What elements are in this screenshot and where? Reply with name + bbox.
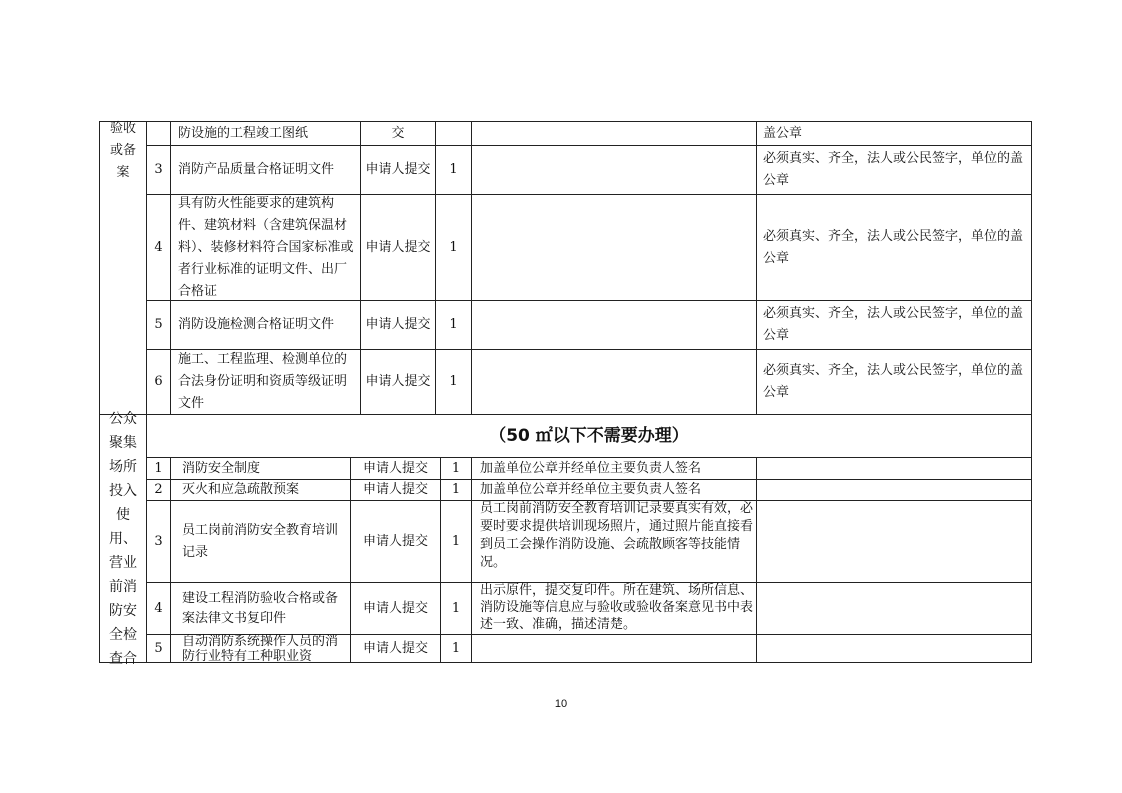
row-count: 1 [451,482,461,497]
row-requirement [476,122,752,145]
row-num: 5 [154,317,163,332]
row-source: 申请人提交 [362,460,428,476]
row-num: 3 [154,162,163,177]
row-count: 1 [449,162,458,177]
row-note: 必须真实、齐全，法人或公民签字，单位的盖公章 [763,228,1024,266]
row-count: 1 [451,600,461,616]
row-note [763,635,1028,662]
row-item: 员工岗前消防安全教育培训记录 [182,522,339,560]
row-num: 1 [154,460,163,476]
row-num [147,122,170,145]
col-divider [471,121,472,415]
table-border-right [1031,121,1032,663]
row-num: 3 [154,533,163,549]
col-divider [170,457,171,663]
row-count: 1 [449,374,458,389]
row-requirement: 加盖单位公章并经单位主要负责人签名 [480,482,702,497]
row-note: 必须真实、齐全，法人或公民签字，单位的盖公章 [763,306,1024,343]
row-note [763,480,1028,500]
row-source: 申请人提交 [365,374,431,389]
row-item: 消防安全制度 [182,460,261,476]
row-count: 1 [451,640,461,656]
row-note [763,501,1028,582]
row-count: 1 [449,239,458,255]
size-exemption-notice: （50 ㎡以下不需要办理） [489,426,689,446]
row-note [763,458,1028,479]
row-count [436,122,471,145]
row-note: 必须真实、齐全，法人或公民签字，单位的盖公章 [763,363,1024,400]
row-num: 2 [154,482,163,497]
row-num: 4 [154,600,163,616]
row-item: 消防设施检测合格证明文件 [178,317,335,332]
row-source: 申请人提交 [365,239,431,255]
row-item: 防设施的工程竣工图纸 [178,125,309,141]
row-source: 申请人提交 [362,640,428,656]
row-source: 申请人提交 [365,317,431,332]
row-item: 消防产品质量合格证明文件 [178,162,335,177]
col-divider [471,457,472,663]
col-divider [170,121,171,415]
row-item: 自动消防系统操作人员的消防行业特有工种职业资 [182,634,339,662]
table-border-bottom [99,662,1032,663]
row-num: 6 [154,374,163,389]
table-border-left [99,121,100,663]
row-requirement [476,350,752,414]
row-source: 申请人提交 [365,162,431,177]
row-requirement [480,635,754,662]
row-item: 施工、工程监理、检测单位的合法身份证明和资质等级证明文件 [178,352,348,411]
row-count: 1 [449,317,458,332]
col-divider [756,457,757,663]
category-cell-public-venue: 公众聚集场所投入使用、营业前消防安全检查合 [109,411,137,667]
row-item: 灭火和应急疏散预案 [182,482,300,497]
row-requirement [476,146,752,194]
row-item: 建设工程消防验收合格或备案法律文书复印件 [182,590,339,626]
row-source: 申请人提交 [362,533,428,549]
row-item: 具有防火性能要求的建筑构件、建筑材料（含建筑保温材料）、装修材料符合国家标准或者行业标准的证明文件、出厂合格证 [178,195,354,299]
row-requirement: 员工岗前消防安全教育培训记录要真实有效，必要时要求提供培训现场照片，通过照片能直接看到员工会操作消防设施、会疏散顾客等技能情况。 [480,501,754,570]
row-requirement: 出示原件，提交复印件。所在建筑、场所信息、消防设施等信息应与验收或验收备案意见书中表述一致、准确，描述清楚。 [480,583,754,632]
category-cell-acceptance: 验收或备案 [109,121,136,180]
row-note: 盖公章 [763,125,803,141]
row-source: 交 [391,125,405,141]
row-requirement [476,301,752,349]
col-divider [756,121,757,415]
row-note [763,583,1028,634]
row-num: 4 [154,239,163,255]
row-note: 必须真实、齐全，法人或公民签字，单位的盖公章 [763,151,1024,188]
row-requirement: 加盖单位公章并经单位主要负责人签名 [480,460,702,476]
row-count: 1 [451,533,461,549]
row-requirement [476,195,752,300]
row-count: 1 [451,460,461,476]
row-source: 申请人提交 [362,482,428,497]
page-number: 10 [554,698,568,710]
row-num: 5 [154,640,163,656]
col-divider [360,121,361,415]
row-source: 申请人提交 [362,600,428,616]
